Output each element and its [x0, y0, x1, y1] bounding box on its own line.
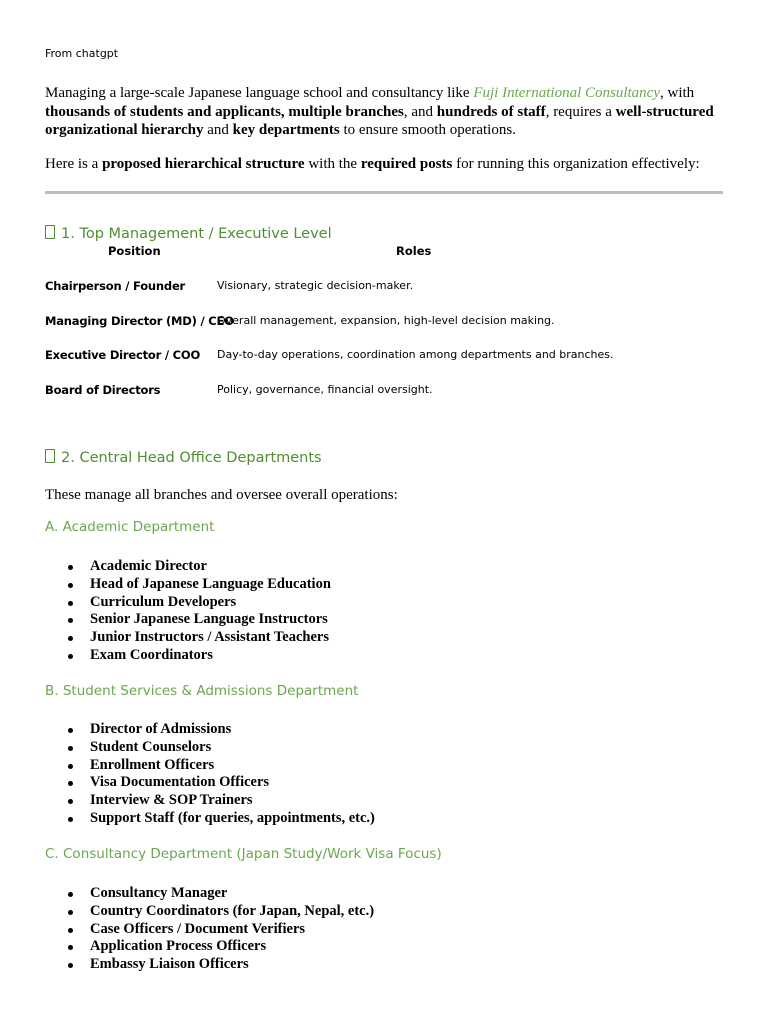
intro2-text-1: Here is a	[45, 156, 103, 172]
academic-department-heading: A. Academic Department	[45, 519, 215, 535]
intro2-bold-2: required posts	[360, 156, 453, 172]
column-header-position: Position	[108, 244, 161, 258]
section-2-heading	[45, 449, 322, 466]
section-1-heading	[45, 225, 332, 242]
intro-bold-1: thousands of students and applicants, multiple branches	[45, 103, 404, 120]
intro-bold-4: key departments	[232, 122, 340, 138]
intro-paragraph	[45, 84, 723, 140]
structure-intro-paragraph	[45, 155, 723, 174]
intro-text-2: , with	[659, 85, 695, 101]
list-item: Application Process Officers	[45, 938, 374, 956]
academic-department-list	[45, 558, 331, 665]
position-cell: Managing Director (MD) / CEO	[45, 314, 234, 328]
position-cell: Board of Directors	[45, 383, 161, 397]
list-item: Support Staff (for queries, appointments, etc.)	[45, 810, 375, 828]
list-item: Country Coordinators (for Japan, Nepal, etc.)	[45, 903, 374, 921]
column-header-roles: Roles	[396, 244, 432, 258]
company-name: Fuji International Consultancy	[473, 85, 660, 101]
consultancy-department-heading: C. Consultancy Department (Japan Study/Work Visa Focus)	[45, 846, 442, 862]
section-2-title: 2. Central Head Office Departments	[61, 450, 322, 466]
list-item: Case Officers / Document Verifiers	[45, 921, 374, 939]
position-cell: Executive Director / COO	[45, 348, 201, 362]
intro-bold-3: well-structured organizational hierarchy	[45, 103, 714, 138]
intro-text-5: and	[203, 122, 233, 138]
list-item: Head of Japanese Language Education	[45, 576, 331, 594]
position-cell: Chairperson / Founder	[45, 279, 186, 293]
list-item: Junior Instructors / Assistant Teachers	[45, 629, 331, 647]
horizontal-divider	[45, 191, 723, 194]
role-cell: Overall management, expansion, high-level decision making.	[217, 314, 555, 327]
role-cell: Day-to-day operations, coordination among departments and branches.	[217, 348, 614, 361]
list-item: Visa Documentation Officers	[45, 774, 375, 792]
section-1-title: 1. Top Management / Executive Level	[61, 226, 332, 242]
section-2-intro: These manage all branches and oversee overall operations:	[45, 487, 398, 503]
student-services-heading: B. Student Services & Admissions Department	[45, 683, 359, 699]
intro-text-4: , requires a	[545, 103, 616, 120]
missing-glyph-box-icon	[45, 225, 55, 239]
list-item: Senior Japanese Language Instructors	[45, 611, 331, 629]
list-item: Student Counselors	[45, 739, 375, 757]
intro-text-3: , and	[403, 103, 437, 120]
list-item: Embassy Liaison Officers	[45, 956, 374, 974]
list-item: Academic Director	[45, 558, 331, 576]
consultancy-department-list	[45, 885, 374, 974]
role-cell: Policy, governance, financial oversight.	[217, 383, 433, 396]
source-note: From chatgpt	[45, 47, 119, 60]
list-item: Enrollment Officers	[45, 757, 375, 775]
intro2-text-2: with the	[304, 156, 361, 172]
intro-text-1: Managing a large-scale Japanese language school and consultancy like	[45, 85, 474, 101]
list-item: Exam Coordinators	[45, 647, 331, 665]
list-item: Curriculum Developers	[45, 594, 331, 612]
student-services-list	[45, 721, 375, 828]
list-item: Director of Admissions	[45, 721, 375, 739]
missing-glyph-box-icon	[45, 449, 55, 463]
intro2-text-3: for running this organization effectively:	[452, 156, 700, 172]
list-item: Interview & SOP Trainers	[45, 792, 375, 810]
intro-text-6: to ensure smooth operations.	[339, 122, 516, 138]
intro-bold-2: hundreds of staff	[436, 103, 546, 120]
intro2-bold-1: proposed hierarchical structure	[102, 156, 305, 172]
list-item: Consultancy Manager	[45, 885, 374, 903]
role-cell: Visionary, strategic decision-maker.	[217, 279, 414, 292]
